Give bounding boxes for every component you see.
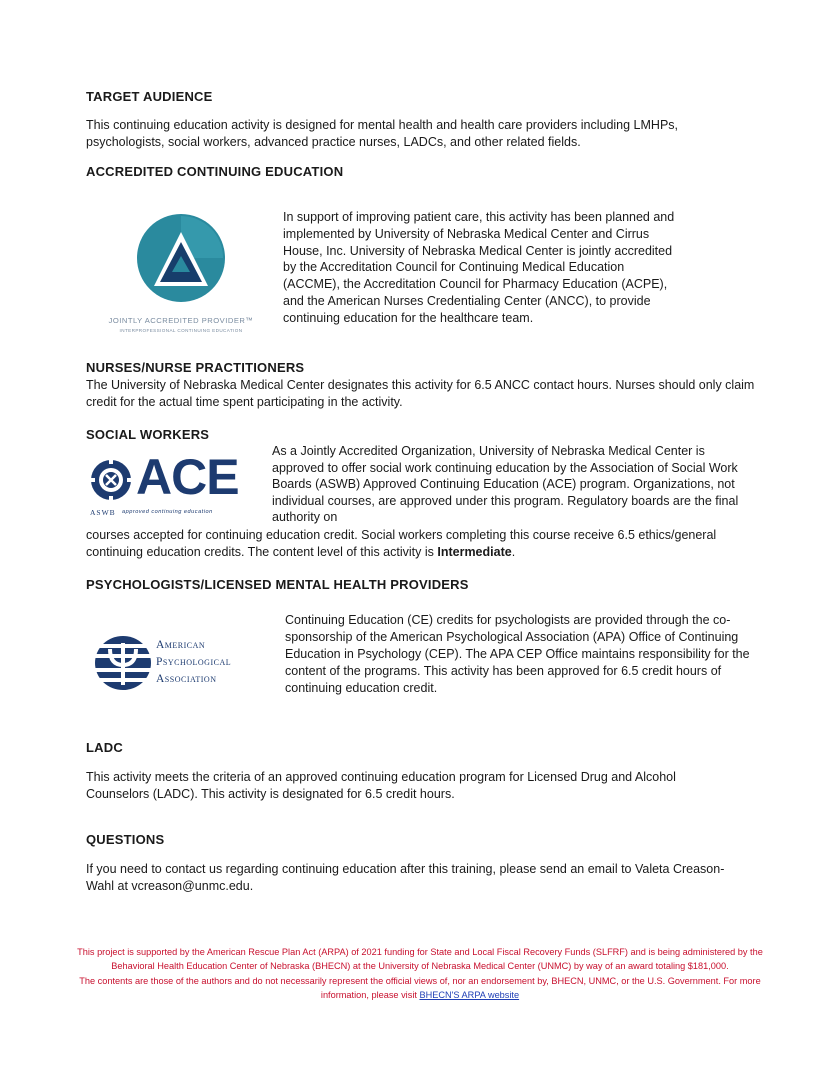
apa-logo-line3: Association bbox=[156, 673, 217, 685]
apa-logo-line2: Psychological bbox=[156, 656, 232, 668]
apa-psi-icon bbox=[94, 635, 152, 691]
nurses-heading: NURSES/NURSE PRACTITIONERS bbox=[86, 360, 305, 375]
ace-logo bbox=[86, 450, 266, 522]
social-workers-content-level: Intermediate bbox=[437, 544, 512, 559]
apa-logo-line1: American bbox=[156, 639, 206, 651]
funding-footer-line2 bbox=[70, 975, 770, 1002]
ladc-heading: LADC bbox=[86, 740, 123, 755]
ace-seal-icon bbox=[89, 458, 133, 502]
apa-logo bbox=[94, 633, 274, 693]
jointly-accredited-subcaption: INTERPROFESSIONAL CONTINUING EDUCATION bbox=[119, 328, 243, 333]
jointly-accredited-caption: JOINTLY ACCREDITED PROVIDER™ bbox=[108, 316, 254, 325]
questions-heading: QUESTIONS bbox=[86, 832, 165, 847]
target-audience-body: This continuing education activity is designed for mental health and health care providers including LMHPs, psychologists, social workers, advanced practice nurses, LADCs, and other related fields. bbox=[86, 118, 678, 149]
nurses-body: The University of Nebraska Medical Center designates this activity for 6.5 ANCC contact hours. Nurses should only claim credit for the actual time spent participating in the activity. bbox=[86, 378, 755, 409]
ace-logo-tagline: approved continuing education bbox=[122, 509, 213, 515]
social-workers-heading: SOCIAL WORKERS bbox=[86, 427, 210, 442]
funding-footer-line1: This project is supported by the American Rescue Plan Act (ARPA) of 2021 funding for State and Local Fiscal Recovery Funds (SLFRF) and is being administered by the Behavioral Health Education Center of Nebraska (BHECN) at the University of Nebraska Medical Center (UNMC) by way of an award totaling $181,000. bbox=[77, 947, 763, 971]
accredited-body: In support of improving patient care, this activity has been planned and implemented by University of Nebraska Medical Center and Cirrus House, Inc. University of Nebraska Medical Center is jointly accredited by the Accreditation Council for Continuing Medical Education (ACCME), the Accreditation Council for Pharmacy Education (ACPE), and the American Nurses Credentialing Center (ANCC), to provide continuing education for the healthcare team. bbox=[283, 210, 675, 325]
bhecn-arpa-website-link[interactable]: BHECN'S ARPA website bbox=[419, 989, 520, 1000]
ace-logo-word: ACE bbox=[136, 449, 239, 505]
apa-logo-wordmark bbox=[156, 637, 231, 688]
psychologists-heading: PSYCHOLOGISTS/LICENSED MENTAL HEALTH PROVIDERS bbox=[86, 577, 469, 592]
social-workers-body-cont-after: . bbox=[511, 544, 516, 559]
social-workers-body-continued bbox=[86, 527, 756, 560]
questions-body: If you need to contact us regarding continuing education after this training, please send an email to Valeta Creason-Wahl at vcreason@unmc.edu. bbox=[86, 862, 725, 893]
accredited-heading: ACCREDITED CONTINUING EDUCATION bbox=[86, 164, 344, 179]
ace-logo-aswb: ASWB bbox=[90, 508, 116, 517]
ladc-body: This activity meets the criteria of an approved continuing education program for Licensed Drug and Alcohol Counselors (LADC). This activity is designated for 6.5 credit hours. bbox=[86, 770, 676, 801]
funding-footer-line2-text: The contents are those of the authors and do not necessarily represent the official views of, nor an endorsement by, BHECN, UNMC, or the U.S. Government. For more information, please visit bbox=[79, 976, 761, 1000]
jointly-accredited-logo bbox=[92, 212, 270, 333]
psychologists-body: Continuing Education (CE) credits for psychologists are provided through the co-sponsorship of the American Psychological Association (APA) Office of Continuing Education in Psychology (CEP). The APA CEP Office maintains responsibility for the content of the programs. This activity has been approved for 6.5 credit hours of continuing education credit. bbox=[285, 613, 750, 695]
target-audience-heading: TARGET AUDIENCE bbox=[86, 89, 213, 104]
social-workers-body-cont-before: courses accepted for continuing education credit. Social workers completing this course receive 6.5 ethics/general continuing education credits. The content level of this activity is bbox=[86, 528, 717, 559]
jointly-accredited-icon bbox=[92, 212, 270, 304]
social-workers-body: As a Jointly Accredited Organization, University of Nebraska Medical Center is approved to offer social work continuing education by the Association of Social Work Boards (ASWB) Approved Continuing Education (ACE) program. Organizations, not individual courses, are approved under this program. Regulatory boards are the final authority on bbox=[272, 444, 739, 524]
funding-footer bbox=[70, 946, 770, 1002]
